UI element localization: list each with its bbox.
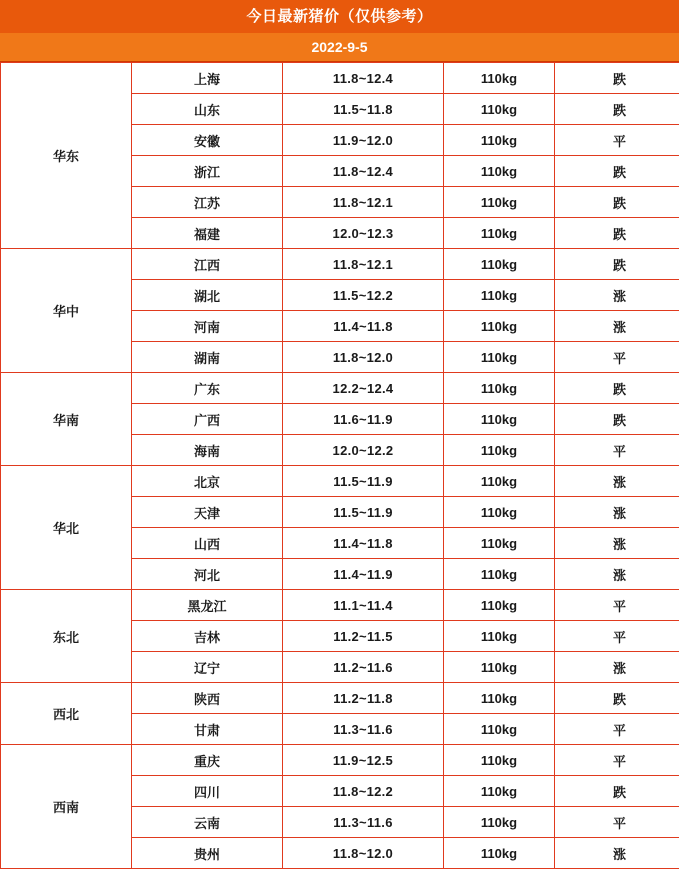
trend-cell: 涨 bbox=[555, 466, 679, 497]
weight-cell: 110kg bbox=[444, 559, 555, 590]
weight-cell: 110kg bbox=[444, 590, 555, 621]
province-cell: 甘肃 bbox=[132, 714, 283, 745]
region-cell: 东北 bbox=[1, 590, 132, 683]
province-cell: 广东 bbox=[132, 373, 283, 404]
price-cell: 11.5~11.9 bbox=[283, 466, 444, 497]
price-cell: 11.4~11.8 bbox=[283, 528, 444, 559]
trend-cell: 平 bbox=[555, 745, 679, 776]
province-cell: 云南 bbox=[132, 807, 283, 838]
weight-cell: 110kg bbox=[444, 807, 555, 838]
province-cell: 吉林 bbox=[132, 621, 283, 652]
price-cell: 11.8~12.0 bbox=[283, 342, 444, 373]
trend-cell: 平 bbox=[555, 435, 679, 466]
weight-cell: 110kg bbox=[444, 714, 555, 745]
trend-cell: 跌 bbox=[555, 187, 679, 218]
price-cell: 11.4~11.9 bbox=[283, 559, 444, 590]
price-cell: 11.8~12.1 bbox=[283, 187, 444, 218]
price-cell: 11.8~12.4 bbox=[283, 156, 444, 187]
weight-cell: 110kg bbox=[444, 652, 555, 683]
province-cell: 湖北 bbox=[132, 280, 283, 311]
price-cell: 11.8~12.1 bbox=[283, 249, 444, 280]
trend-cell: 平 bbox=[555, 807, 679, 838]
province-cell: 天津 bbox=[132, 497, 283, 528]
trend-cell: 跌 bbox=[555, 218, 679, 249]
price-cell: 11.9~12.5 bbox=[283, 745, 444, 776]
weight-cell: 110kg bbox=[444, 63, 555, 94]
trend-cell: 跌 bbox=[555, 249, 679, 280]
price-cell: 11.9~12.0 bbox=[283, 125, 444, 156]
trend-cell: 涨 bbox=[555, 280, 679, 311]
trend-cell: 跌 bbox=[555, 94, 679, 125]
trend-cell: 跌 bbox=[555, 373, 679, 404]
trend-cell: 涨 bbox=[555, 652, 679, 683]
weight-cell: 110kg bbox=[444, 125, 555, 156]
trend-cell: 跌 bbox=[555, 156, 679, 187]
weight-cell: 110kg bbox=[444, 621, 555, 652]
price-cell: 11.8~12.0 bbox=[283, 838, 444, 869]
province-cell: 四川 bbox=[132, 776, 283, 807]
region-cell: 华南 bbox=[1, 373, 132, 466]
weight-cell: 110kg bbox=[444, 249, 555, 280]
table-row bbox=[1, 466, 679, 497]
province-cell: 山西 bbox=[132, 528, 283, 559]
price-cell: 11.3~11.6 bbox=[283, 714, 444, 745]
price-cell: 11.1~11.4 bbox=[283, 590, 444, 621]
province-cell: 北京 bbox=[132, 466, 283, 497]
table-row bbox=[1, 373, 679, 404]
region-cell: 西北 bbox=[1, 683, 132, 745]
price-table-body bbox=[1, 63, 679, 869]
region-cell: 华北 bbox=[1, 466, 132, 590]
weight-cell: 110kg bbox=[444, 745, 555, 776]
weight-cell: 110kg bbox=[444, 838, 555, 869]
weight-cell: 110kg bbox=[444, 435, 555, 466]
weight-cell: 110kg bbox=[444, 187, 555, 218]
weight-cell: 110kg bbox=[444, 94, 555, 125]
trend-cell: 跌 bbox=[555, 63, 679, 94]
trend-cell: 平 bbox=[555, 590, 679, 621]
price-cell: 12.0~12.2 bbox=[283, 435, 444, 466]
trend-cell: 涨 bbox=[555, 497, 679, 528]
weight-cell: 110kg bbox=[444, 497, 555, 528]
price-table bbox=[0, 62, 679, 869]
province-cell: 福建 bbox=[132, 218, 283, 249]
province-cell: 湖南 bbox=[132, 342, 283, 373]
price-cell: 11.5~11.9 bbox=[283, 497, 444, 528]
price-cell: 11.2~11.8 bbox=[283, 683, 444, 714]
province-cell: 上海 bbox=[132, 63, 283, 94]
province-cell: 山东 bbox=[132, 94, 283, 125]
province-cell: 河北 bbox=[132, 559, 283, 590]
weight-cell: 110kg bbox=[444, 218, 555, 249]
province-cell: 黑龙江 bbox=[132, 590, 283, 621]
price-cell: 11.2~11.6 bbox=[283, 652, 444, 683]
province-cell: 安徽 bbox=[132, 125, 283, 156]
province-cell: 江苏 bbox=[132, 187, 283, 218]
trend-cell: 涨 bbox=[555, 311, 679, 342]
price-cell: 11.6~11.9 bbox=[283, 404, 444, 435]
price-cell: 11.5~12.2 bbox=[283, 280, 444, 311]
weight-cell: 110kg bbox=[444, 156, 555, 187]
table-row bbox=[1, 63, 679, 94]
weight-cell: 110kg bbox=[444, 404, 555, 435]
table-row bbox=[1, 745, 679, 776]
weight-cell: 110kg bbox=[444, 342, 555, 373]
trend-cell: 平 bbox=[555, 714, 679, 745]
trend-cell: 平 bbox=[555, 621, 679, 652]
weight-cell: 110kg bbox=[444, 373, 555, 404]
trend-cell: 跌 bbox=[555, 404, 679, 435]
weight-cell: 110kg bbox=[444, 466, 555, 497]
price-cell: 11.5~11.8 bbox=[283, 94, 444, 125]
province-cell: 浙江 bbox=[132, 156, 283, 187]
region-cell: 华中 bbox=[1, 249, 132, 373]
province-cell: 江西 bbox=[132, 249, 283, 280]
price-cell: 11.2~11.5 bbox=[283, 621, 444, 652]
weight-cell: 110kg bbox=[444, 528, 555, 559]
price-cell: 11.4~11.8 bbox=[283, 311, 444, 342]
province-cell: 贵州 bbox=[132, 838, 283, 869]
province-cell: 重庆 bbox=[132, 745, 283, 776]
region-cell: 华东 bbox=[1, 63, 132, 249]
weight-cell: 110kg bbox=[444, 683, 555, 714]
trend-cell: 跌 bbox=[555, 683, 679, 714]
trend-cell: 平 bbox=[555, 342, 679, 373]
province-cell: 河南 bbox=[132, 311, 283, 342]
province-cell: 辽宁 bbox=[132, 652, 283, 683]
table-row bbox=[1, 683, 679, 714]
price-cell: 11.8~12.2 bbox=[283, 776, 444, 807]
price-cell: 11.8~12.4 bbox=[283, 63, 444, 94]
trend-cell: 涨 bbox=[555, 838, 679, 869]
weight-cell: 110kg bbox=[444, 280, 555, 311]
region-cell: 西南 bbox=[1, 745, 132, 869]
page-title: 今日最新猪价（仅供参考） bbox=[0, 0, 679, 33]
province-cell: 广西 bbox=[132, 404, 283, 435]
trend-cell: 涨 bbox=[555, 559, 679, 590]
province-cell: 陕西 bbox=[132, 683, 283, 714]
price-cell: 12.0~12.3 bbox=[283, 218, 444, 249]
trend-cell: 涨 bbox=[555, 528, 679, 559]
weight-cell: 110kg bbox=[444, 776, 555, 807]
table-row bbox=[1, 249, 679, 280]
trend-cell: 跌 bbox=[555, 776, 679, 807]
weight-cell: 110kg bbox=[444, 311, 555, 342]
province-cell: 海南 bbox=[132, 435, 283, 466]
price-cell: 12.2~12.4 bbox=[283, 373, 444, 404]
date-bar: 2022-9-5 bbox=[0, 33, 679, 62]
table-row bbox=[1, 590, 679, 621]
trend-cell: 平 bbox=[555, 125, 679, 156]
price-cell: 11.3~11.6 bbox=[283, 807, 444, 838]
